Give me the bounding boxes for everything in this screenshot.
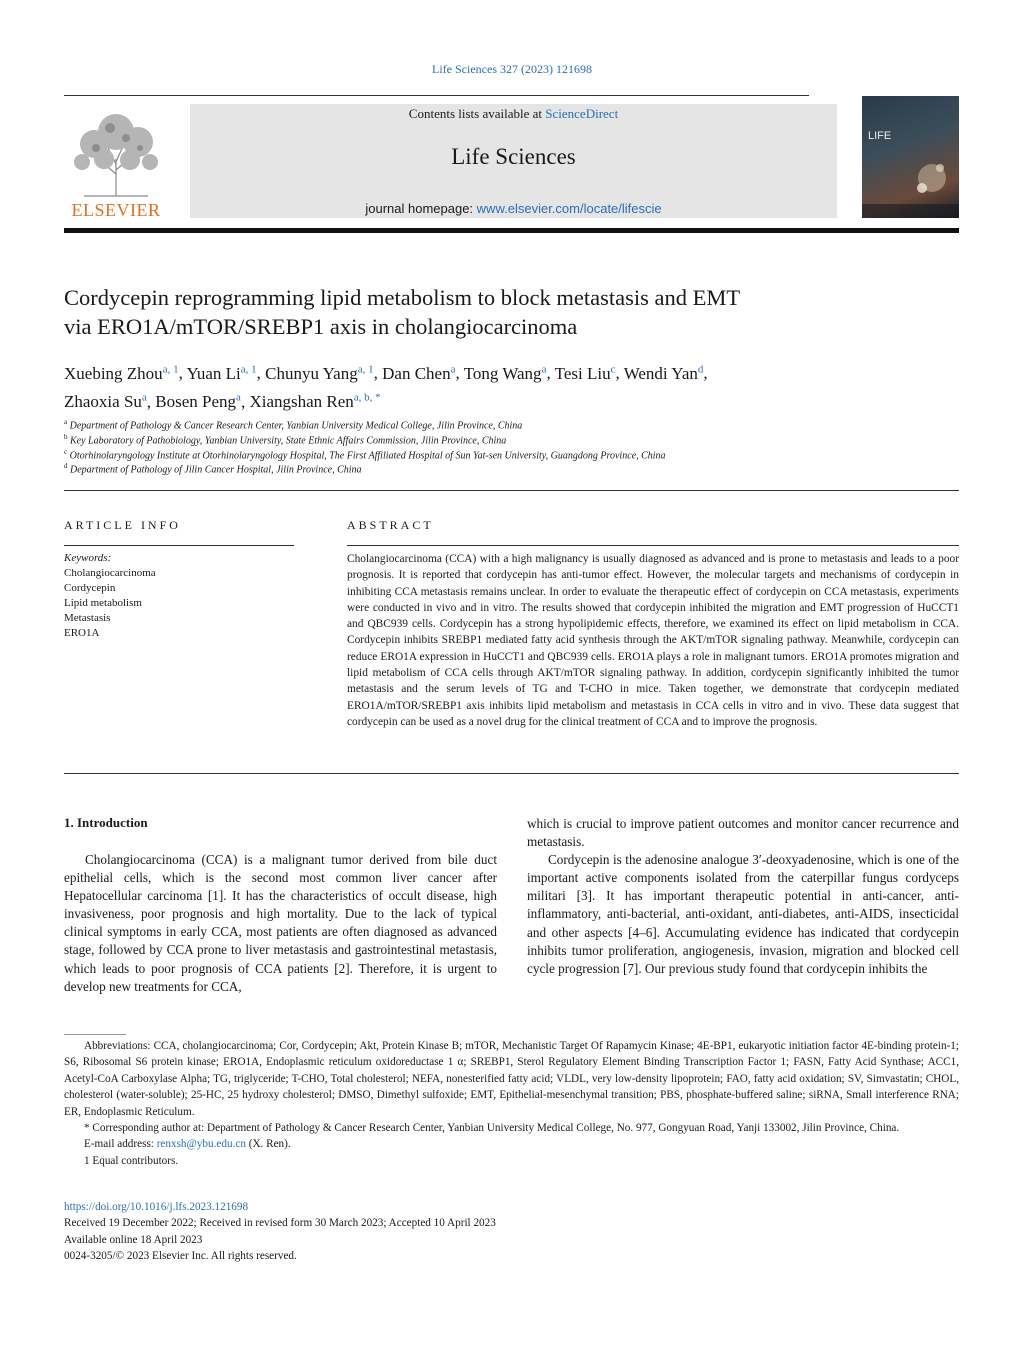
keywords-label: Keywords:	[64, 552, 112, 564]
author[interactable]: Xuebing Zhou$^{a, 1}$	[64, 363, 179, 383]
author[interactable]: Bosen Peng$^a$	[155, 391, 241, 412]
corresponding-author-footnote: * Corresponding author at: Department of Pathology & Cancer Research Center, Yanbian University Medical College, No. 977, Gongyuan Road, Yanji 133002, Jilin Province, China.	[84, 1122, 900, 1135]
author[interactable]: Tong Wang$^a$	[463, 363, 547, 383]
sciencedirect-link[interactable]: ScienceDirect	[545, 106, 619, 121]
divider	[347, 545, 959, 546]
title-line: Cordycepin reprogramming lipid metabolism to block metastasis and EMT	[64, 285, 741, 310]
author[interactable]: Dan Chen$^a$	[382, 363, 456, 383]
affiliation: $^a$ Department of Pathology & Cancer Research Center, Yanbian University Medical College, Jilin Province, China	[64, 418, 523, 432]
email-footnote: E-mail address: renxsh@ybu.edu.cn (X. Ren).	[84, 1138, 291, 1151]
copyright: 0024-3205/© 2023 Elsevier Inc. All rights reserved.	[64, 1250, 297, 1263]
abbreviations-footnote: Abbreviations: CCA, cholangiocarcinoma; Cor, Cordycepin; Akt, Protein Kinase B; mTOR, Mechanistic Target Of Rapamycin Kinase; 4E-BP1, eukaryotic initiation factor 4E-binding protein-1; S6, Ribosomal S6 protein kinase; ERO1A, Endoplasmic reticulum oxidoreductase 1 α; SREBP1, Sterol Regulatory Element Binding Transcription Factor 1; FASN, Fatty Acid Synthase; ACC1, Acetyl-CoA Carboxylase Alpha; TG, triglyceride; T-CHO, Total cholesterol; NEFA, nonesterified fatty acid; VLDL, very low-density lipoprotein; FAO, fatty acid oxidation; SV, Simvastatin; CHOL, cholesterol (water-soluble); 25-HC, 25 hydroxy cholesterol; DMSO, Dimethyl sulfoxide; EMT, Epithelial-mesenchymal transition; PBS, phosphate-buffered saline; siRNA, Small interference RNA; ER, Endoplasmic Reticulum.	[64, 1040, 959, 1118]
affiliation: $^d$ Department of Pathology of Jilin Cancer Hospital, Jilin Province, China	[64, 462, 362, 476]
header-rule	[64, 95, 809, 96]
journal-name: Life Sciences	[451, 144, 576, 169]
author-list: Xuebing Zhou$^{a, 1}$, Yuan Li$^{a, 1}$, Chunyu Yang$^{a, 1}$, Dan Chen$^a$, Tong Wang$^a$, Tesi Liu$^c$, Wendi Yan$^d$, Zhaoxia Su$^a$, Bosen Peng$^a$, Xiangshan Ren$^{a, b, *}$	[64, 363, 708, 412]
abstract-text: Cholangiocarcinoma (CCA) with a high malignancy is usually diagnosed as advanced and is prone to metastasis and leads to a poor prognosis. It is reported that cordycepin has anti-tumor effect. However, the molecular targets and mechanisms of cordycepin in inhibiting CCA metastasis remains unclear. In order to evaluate the therapeutic effect of cordycepin on CCA metastasis, experiments were conducted in vivo and in vitro. The results showed that cordycepin inhibited the migration and EMT progression of HuCCT1 and QBC939 cells. Cordycepin has a strong hypolipidemic effects, therefore, we examined its effect on lipid metabolism in CCA. Cordycepin inhibits SREBP1 mediated fatty acid synthesis through the AKT/mTOR signaling pathway. Meanwhile, cordycepin can reduce ERO1A expression in HuCCT1 and QBC939 cells. ERO1A plays a role in malignant tumors. ERO1A promotes migration and lipid metabolism of CCA cells through AKT/mTOR signaling pathway. In addition, cordycepin significantly inhibited the tumor metastasis and the serum levels of TG and T-CHO in mice. Taken together, we demonstrate that cordycepin mediated ERO1A/mTOR/SREBP1 axis inhibits lipid metabolism and metastasis in CCA cells in vitro and in vivo. These data suggest that cordycepin can be used as a novel drug for the clinical treatment of CCA and to improve the prognosis.	[347, 553, 959, 728]
header-thick-rule	[64, 228, 959, 233]
article-info-heading: ARTICLE INFO	[64, 518, 181, 532]
section-heading: 1. Introduction	[64, 815, 148, 830]
contents-line: Contents lists available at ScienceDirect	[408, 106, 619, 121]
author[interactable]: Zhaoxia Su$^a$	[64, 391, 147, 412]
keyword: Cordycepin	[64, 582, 116, 594]
equal-contribution-footnote: 1 Equal contributors.	[84, 1154, 179, 1167]
keyword: Lipid metabolism	[64, 597, 142, 609]
author[interactable]: Yuan Li$^{a, 1}$	[186, 363, 257, 383]
footnote-rule	[64, 1034, 126, 1035]
journal-citation[interactable]: Life Sciences 327 (2023) 121698	[432, 62, 592, 76]
author[interactable]: Wendi Yan$^d$	[623, 363, 704, 383]
journal-cover-image[interactable]	[862, 96, 959, 218]
received-dates: Received 19 December 2022; Received in revised form 30 March 2023; Accepted 10 April 2023	[64, 1217, 496, 1230]
keywords-block	[64, 551, 294, 641]
paragraph: which is crucial to improve patient outcomes and monitor cancer recurrence and metastasis.	[527, 816, 959, 850]
divider	[64, 545, 294, 546]
journal-homepage: journal homepage: www.elsevier.com/locate/lifescie	[365, 201, 662, 216]
article-title	[64, 283, 944, 341]
homepage-link[interactable]: www.elsevier.com/locate/lifescie	[476, 201, 662, 216]
abstract-heading: ABSTRACT	[347, 518, 434, 532]
email-link[interactable]: renxsh@ybu.edu.cn	[156, 1138, 246, 1151]
title-line: via ERO1A/mTOR/SREBP1 axis in cholangiocarcinoma	[64, 314, 578, 339]
doi-link[interactable]: https://doi.org/10.1016/j.lfs.2023.121698	[64, 1201, 249, 1213]
elsevier-wordmark: ELSEVIER	[71, 200, 161, 220]
body-column-left	[64, 851, 497, 996]
author[interactable]: Tesi Liu$^c$	[554, 363, 616, 383]
divider	[64, 490, 959, 491]
paragraph: Cordycepin is the adenosine analogue 3′-deoxyadenosine, which is one of the important active components isolated from the caterpillar fungus cordyceps militari [3]. It has important therapeutic potential in anti-cancer, anti-inflammatory, anti-bacterial, anti-oxidant, anti-diabetes, anti-AIDS, insecticidal and other aspects [4–6]. Accumulating evidence has indicated that cordycepin inhibits tumor proliferation, angiogenesis, invasion, migration and blocked cell cycle progression [7]. Our previous study found that cordycepin inhibits the	[527, 852, 959, 976]
keyword: ERO1A	[64, 627, 100, 639]
body-column-right	[527, 815, 959, 978]
author[interactable]: Chunyu Yang$^{a, 1}$	[265, 363, 374, 383]
author[interactable]: Xiangshan Ren$^{a, b, *}$	[249, 391, 381, 412]
article-metadata	[64, 1199, 959, 1265]
available-online: Available online 18 April 2023	[64, 1233, 203, 1246]
divider	[64, 773, 959, 774]
affiliation: $^c$ Otorhinolaryngology Institute at Otorhinolaryngology Hospital, The First Affiliated Hospital of Sun Yat-sen University, Guangdong Province, China	[64, 448, 666, 462]
affiliation: $^b$ Key Laboratory of Pathobiology, Yanbian University, State Ethnic Affairs Commission, Jilin Province, China	[64, 433, 507, 447]
footnotes	[64, 1038, 959, 1169]
cover-title: LIFE	[868, 130, 892, 142]
keyword: Cholangiocarcinoma	[64, 567, 156, 579]
paragraph: Cholangiocarcinoma (CCA) is a malignant tumor derived from bile duct epithelial cells, which is the second most common liver cancer after Hepatocellular carcinoma [1]. It has the characteristics of occult disease, high invasiveness, poor prognosis and high mortality. Due to the lack of typical clinical symptoms in early CCA, most patients are often diagnosed as advanced stage, followed by CCA prone to liver metastasis and gastrointestinal metastasis, which leads to poor prognosis of CCA patients [2]. Therefore, it is urgent to develop new treatments for CCA,	[64, 852, 497, 994]
keyword: Metastasis	[64, 612, 111, 624]
